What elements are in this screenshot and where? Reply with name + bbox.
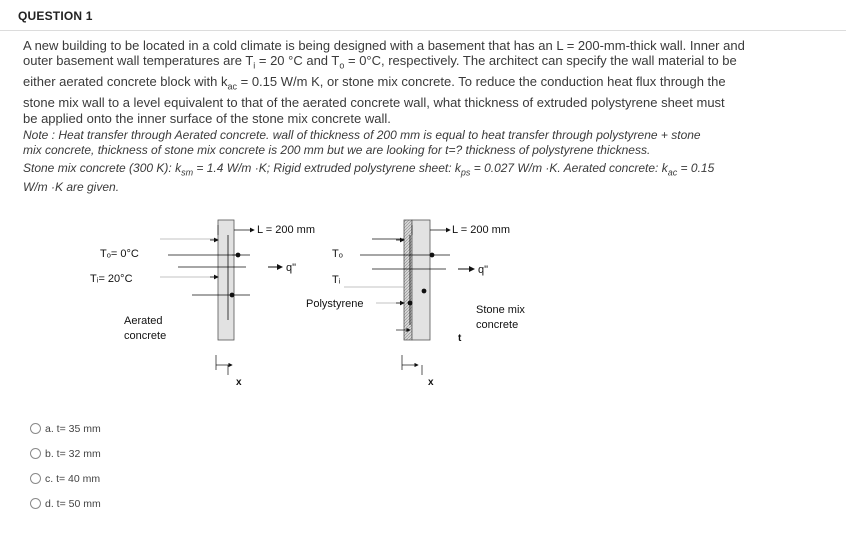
right-x-axis-label: x: [428, 377, 434, 388]
left-material-label-2: concrete: [124, 330, 167, 342]
option-a[interactable]: [30, 416, 101, 441]
note-line-2: mix concrete, thickness of stone mix concrete is 200 mm but we are looking for t=? thickness of polystyrene thickness.: [23, 142, 651, 157]
right-wall-diagram: [306, 220, 525, 388]
note-line-1: Note : Heat transfer through Aerated concrete. wall of thickness of 200 mm is equal to heat transfer through polystyrene + stone: [23, 128, 701, 142]
option-a-label: a. t= 35 mm: [45, 422, 101, 435]
left-material-label-1: Aerated: [124, 315, 163, 327]
option-d[interactable]: [30, 491, 101, 516]
question-body: [23, 38, 818, 126]
right-material-label-1: Stone mix: [476, 304, 525, 316]
body-line-5: be applied onto the inner surface of the stone mix concrete wall.: [23, 110, 391, 126]
left-q-label: q": [286, 262, 297, 274]
radio-c[interactable]: [30, 473, 41, 484]
polystyrene-thickness-t-label: t: [458, 333, 462, 344]
left-x-axis-label: x: [236, 377, 242, 388]
note-line-4: W/m ·K are given.: [23, 179, 120, 194]
left-Ti-label: Tᵢ= 20°C: [90, 273, 133, 285]
question-header: [0, 0, 846, 31]
right-thickness-label: L = 200 mm: [452, 224, 510, 236]
body-line-2: outer basement wall temperatures are $T_i = 20$ °C and $T_o = 0^\circ C$, respectively. The architect can specify the wall material to be: [23, 53, 737, 71]
left-wall-diagram: [90, 220, 315, 388]
body-line-1: A new building to be located in a cold climate is being designed with a basement that has an L = 200-mm-thick wall. Inner and: [23, 38, 745, 53]
right-material-label-2: concrete: [476, 319, 519, 331]
option-b-label: b. t= 32 mm: [45, 447, 101, 460]
note-line-3: Stone mix concrete (300 K): $k_{sm} = 1.4$ W/m ·K; Rigid extruded polystyrene sheet: $k_{ps} = 0.027$ W/m ·K. Aerated concrete: $k_{ac} = 0.15$: [23, 160, 715, 177]
option-c[interactable]: [30, 466, 101, 491]
question-note: [23, 128, 818, 195]
radio-d[interactable]: [30, 498, 41, 509]
right-To-label: Tₒ: [332, 248, 343, 260]
radio-b[interactable]: [30, 448, 41, 459]
option-b[interactable]: [30, 441, 101, 466]
radio-a[interactable]: [30, 423, 41, 434]
option-c-label: c. t= 40 mm: [45, 472, 101, 485]
option-d-label: d. t= 50 mm: [45, 497, 101, 510]
question-title: QUESTION 1: [18, 9, 93, 23]
right-q-label: q": [478, 264, 489, 276]
polystyrene-label: Polystyrene: [306, 298, 364, 310]
left-To-label: Tₒ= 0°C: [100, 248, 139, 260]
left-thickness-label: L = 200 mm: [257, 224, 315, 236]
polystyrene-layer: [404, 220, 412, 340]
body-line-3: either aerated concrete block with $k_{ac} = 0.15$ W/m K, or stone mix concrete. To reduce the conduction heat flux through the: [23, 74, 726, 92]
stone-mix-wall: [412, 220, 430, 340]
body-line-4: stone mix wall to a level equivalent to that of the aerated concrete wall, what thickness of extruded polystyrene sheet must: [23, 95, 725, 111]
wall-diagram: [60, 215, 540, 400]
right-Ti-label: Tᵢ: [332, 274, 341, 286]
aerated-concrete-wall: [218, 220, 234, 340]
answer-options: [30, 416, 101, 516]
